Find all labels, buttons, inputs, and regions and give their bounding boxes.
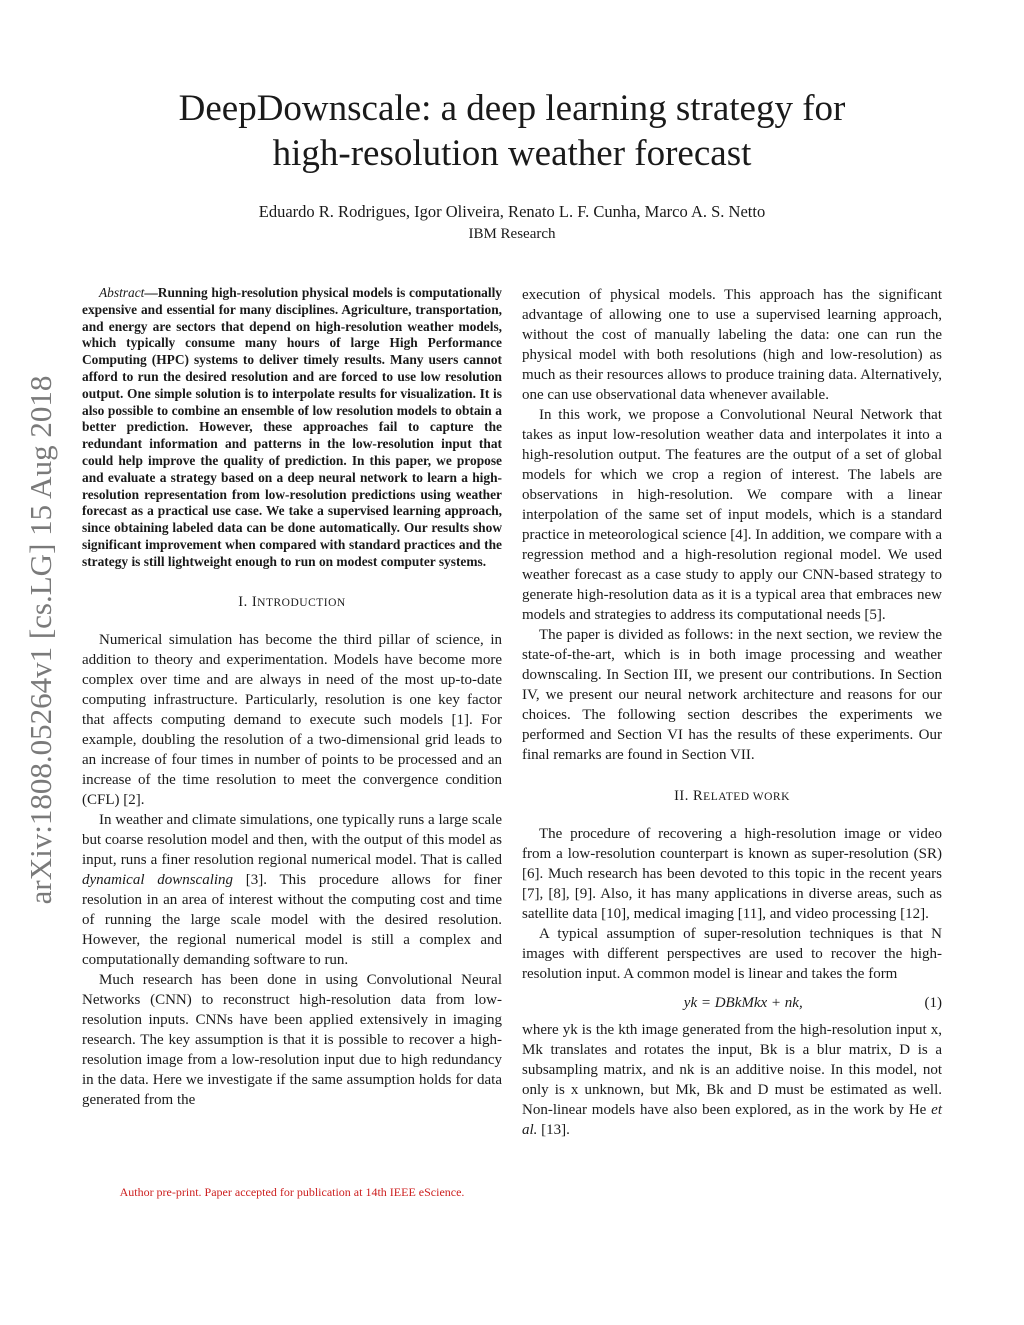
equation-expression: yk = DBkMkx + nk, [683,995,803,1011]
intro-paragraph-4: In this work, we propose a Convolutional Neural Network that takes as input low-resolution weather data and interpolates it into a high-resolution output. The features are the output of a set of global models for which we crop a region of interest. The labels are observations in high-resolution. We compare with a linear interpolation of the same set of input models, which is a standard practice in meteorological science [4]. In addition, we compare with a regression method and a high-resolution regional model. We used weather forecast as a case study to apply our CNN-based strategy to generate high-resolution data as it is a typical area that embraces new models and strategies to address its computational needs [5]. [522,407,942,623]
equation-1 [522,984,942,1020]
section-heading-introduction: I. INTRODUCTION [238,593,346,610]
related-paragraph-3: where yk is the kth image generated from the high-resolution input x, Mk translates and rotates the input, Bk is a blur matrix, D is a subsampling matrix, and nk is an additive noise. In this model, not only is x unknown, but Mk, Bk and D must be estimated as well. Non-linear models have also been explored, as in the work by He et al. [13]. [522,1022,942,1138]
arxiv-stamp: arXiv:1808.05264v1 [cs.LG] 15 Aug 2018 [23,375,58,905]
intro-paragraph-1: Numerical simulation has become the third pillar of science, in addition to theory and experimentation. Models have become more complex over time and are always in need of the most up-to-date computing infrastructure. Particularly, resolution is one key factor that affects computing demand to execute such models [1]. For example, doubling the resolution of a two-dimensional grid leads to an increase of four times in number of points to be processed and an increase of the time resolution to meet the convergence condition (CFL) [2]. [82,631,502,808]
abstract-label: Abstract [99,285,145,300]
intro-paragraph-5: The paper is divided as follows: in the next section, we review the state-of-the-art, which is in both image processing and weather downscaling. In Section III, we present our contributions. In Section IV, we present our neural network architecture and reasons for our choices. The following section describes the experiments we performed and Section VI has the results of these experiments. Our final remarks are found in Section VII. [522,627,942,763]
intro-continuation: execution of physical models. This approach has the significant advantage of allowing one to use a supervised learning approach, without the cost of manually labeling the data: one can run the physical model with both resolutions (high and low-resolution) as much as their resources allows to produce training data. Alternatively, one can use observational data whenever available. [522,287,942,403]
right-column [522,285,942,1140]
abstract [82,285,502,571]
paper-title [0,86,1024,176]
related-paragraph-2: A typical assumption of super-resolution techniques is that N images with different perspectives are used to recover the high-resolution input. A common model is linear and takes the form [522,926,942,982]
affiliation: IBM Research [468,226,556,242]
related-paragraph-1: The procedure of recovering a high-resolution image or video from a low-resolution counterpart is known as super-resolution (SR) [6]. Much research has been devoted to this topic in the recent years [7], [8], [9]. Also, it has many applications in diverse areas, such as satellite data [10], medical imaging [11], and video processing [12]. [522,826,942,922]
title-line-2: high-resolution weather forecast [272,133,752,174]
intro-paragraph-2: In weather and climate simulations, one typically runs a large scale but coarse resolution model and then, with the output of this model as input, runs a finer resolution regional numerical model. That is called dynamical downscaling [3]. This procedure allows for finer resolution in an area of interest without the computing cost and time of running the large scale model with the desired resolution. However, the regional numerical model is still a complex and computationally demanding software to run. [82,811,502,968]
author-list: Eduardo R. Rodrigues, Igor Oliveira, Renato L. F. Cunha, Marco A. S. Netto [258,202,766,221]
intro-paragraph-3: Much research has been done in using Convolutional Neural Networks (CNN) to reconstruct high-resolution data from low-resolution inputs. CNNs have been applied extensively in imaging research. The key assumption is that it is possible to recover a high-resolution image from a low-resolution input due to high redundancy in the data. Here we investigate if the same assumption holds for data generated from the [82,971,502,1108]
title-line-1: DeepDownscale: a deep learning strategy for [178,88,846,129]
footnote: Author pre-print. Paper accepted for publication at 14th IEEE eScience. [119,1185,465,1199]
section-heading-related-work: II. RELATED WORK [674,788,790,804]
left-column [82,285,502,1110]
abstract-text: —Running high-resolution physical models is computationally expensive and essential for many disciplines. Agriculture, transportation, and energy are sectors that depend on high-resolution weather models, which typically consume many hours of large High Performance Computing (HPC) systems to deliver timely results. Many users cannot afford to run the desired resolution and are forced to use low resolution output. One simple solution is to interpolate results for visualization. It is also possible to combine an ensemble of low resolution models to obtain a better prediction. However, these approaches fail to capture the redundant information and patterns in the low-resolution input that could help improve the quality of prediction. In this paper, we propose and evaluate a strategy based on a deep neural network to learn a high-resolution representation from low-resolution predictions using weather forecast as a practical use case. We take a supervised learning approach, since obtaining labeled data can be done automatically. Our results show significant improvement when compared with standard practices and the strategy is still lightweight enough to run on modest computer systems. [82,285,502,569]
equation-number: (1) [924,995,942,1011]
